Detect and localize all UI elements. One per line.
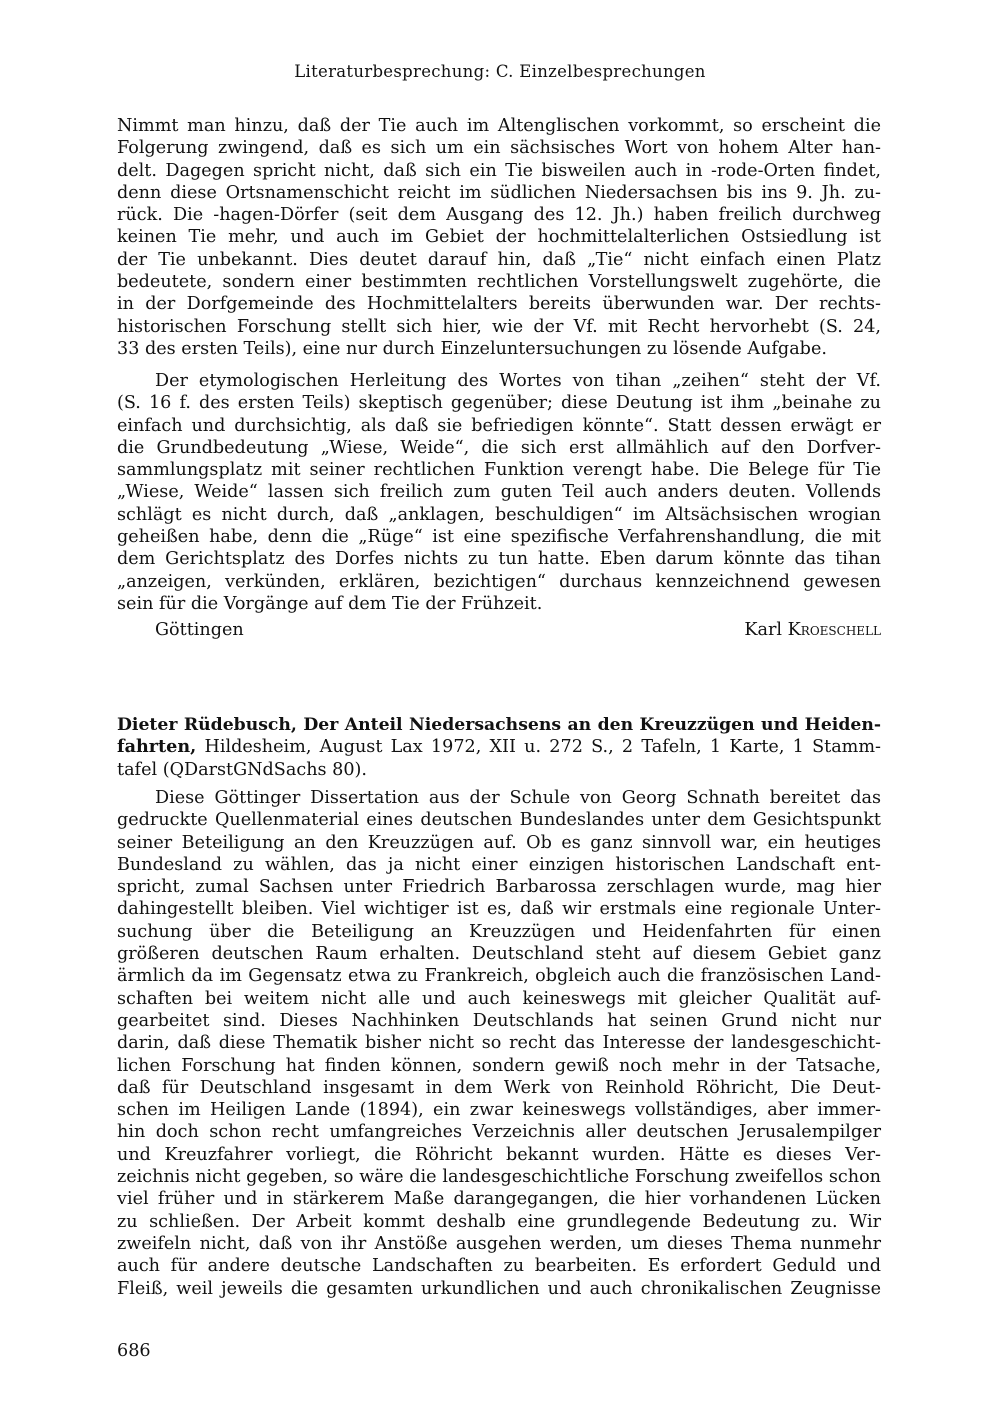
reviewer-last-name: Kroeschell [787,620,881,640]
text-line: hin doch schon recht umfangreiches Verzeichnis aller deutschen Jerusalempilger [117,1122,881,1143]
text-line: daß für Deutschland insgesamt in dem Werk von Reinhold Röhricht, Die Deut- [117,1077,881,1098]
text-line: gearbeitet sind. Dieses Nachhinken Deutschlands hat seinen Grund nicht nur [117,1010,881,1031]
text-line: sammlungsplatz mit seiner rechtlichen Funktion verengt habe. Die Belege für Tie [117,460,881,481]
citation-line [117,736,881,758]
review-one-paragraph-one [117,115,881,360]
text-line: ärmlich da im Gegensatz etwa zu Frankreich, obgleich auch die französischen Land- [117,966,881,987]
running-header: Literaturbesprechung: C. Einzelbesprechungen [294,62,706,81]
review-signature [155,620,881,644]
text-line: lichen Forschung hat finden können, sondern gewiß noch mehr in der Tatsache, [117,1055,881,1076]
text-line: zweifeln nicht, daß von ihr Anstöße ausgehen werden, um dieses Thema nunmehr [117,1233,881,1254]
text-line: „Wiese, Weide“ lassen sich freilich zum guten Teil auch anders deuten. Vollends [117,482,881,503]
text-line: dahingestellt bleiben. Viel wichtiger ist es, daß wir erstmals eine regionale Unter- [117,899,881,920]
text-line: die Grundbedeutung „Wiese, Weide“, die sich erst allmählich auf den Dorfver- [117,437,881,458]
text-line: spricht, zumal Sachsen unter Friedrich Barbarossa zerschlagen wurde, mag hier [117,877,881,898]
text-line: Der etymologischen Herleitung des Wortes von tihan „zeihen“ steht der Vf. [155,371,881,391]
text-line: rück. Die -hagen-Dörfer (seit dem Ausgang des 12. Jh.) haben freilich durchweg [117,205,881,226]
text-line: „anzeigen, verkünden, erklären, bezichtigen“ durchaus kennzeichnend gewesen [117,571,881,592]
signature-name [744,620,881,640]
text-line: Diese Göttinger Dissertation aus der Schule von Georg Schnath bereitet das [155,788,881,808]
text-line: gedruckte Quellenmaterial eines deutschen Bundeslandes unter dem Gesichtspunkt [117,810,881,831]
text-line: schen im Heiligen Lande (1894), ein zwar keineswegs vollständiges, aber immer- [117,1100,881,1121]
text-line: größeren deutschen Raum erhalten. Deutschland steht auf diesem Gebiet ganz [117,944,881,965]
text-line: Fleiß, weil jeweils die gesamten urkundlichen und auch chronikalischen Zeugnisse [117,1278,881,1299]
text-line: und Kreuzfahrer vorliegt, die Röhricht bekannt wurden. Hätte es dieses Ver- [117,1144,881,1165]
text-line: dem Gerichtsplatz des Dorfes nichts zu tun hatte. Eben darum könnte das tihan [117,549,881,570]
text-line: Bundesland zu wählen, das ja nicht einer einzigen historischen Landschaft ent- [117,854,881,875]
text-line: Nimmt man hinzu, daß der Tie auch im Altenglischen vorkommt, so erscheint die [117,116,881,136]
text-line: suchung über die Beteiligung an Kreuzzügen und Heidenfahrten für einen [117,921,881,942]
text-line: (S. 16 f. des ersten Teils) skeptisch gegenüber; diese Deutung ist ihm „beinahe zu [117,393,881,414]
text-line: der Tie unbekannt. Dies deutet darauf hin, daß „Tie“ nicht einfach einen Platz [117,249,881,270]
text-line: 33 des ersten Teils), eine nur durch Einzeluntersuchungen zu lösende Aufgabe. [117,338,827,359]
review-two-citation [117,714,881,781]
text-line: viel früher und in stärkerem Maße darangegangen, die hier vorhandenen Lücken [117,1189,881,1210]
signature-place: Göttingen [155,620,244,640]
reviewer-first-name: Karl [744,620,783,640]
text-line: bedeutete, sondern einer bestimmten rechtlichen Vorstellungswelt zugehörte, die [117,272,881,293]
text-line: zeichnis nicht gegeben, so wäre die landesgeschichtliche Forschung zweifellos schon [117,1167,881,1188]
text-line: schaften bei weitem nicht alle und auch keineswegs mit gleicher Qualität auf- [117,988,881,1009]
text-line: auch für andere deutsche Landschaften zu bearbeiten. Es erfordert Geduld und [117,1256,881,1277]
text-line: seiner Beteiligung an den Kreuzzügen auf. Ob es ganz sinnvoll war, ein heutiges [117,832,881,853]
text-line: schlägt es nicht durch, daß „anklagen, beschuldigen“ im Altsächsischen wrogian [117,504,881,525]
text-line: keinen Tie mehr, und auch im Gebiet der hochmittelalterlichen Ostsiedlung ist [117,227,881,248]
citation-title-line: Dieter Rüdebusch, Der Anteil Niedersachsens an den Kreuzzügen und Heiden- [117,715,881,735]
text-line: einfach und durchsichtig, als daß sie befriedigen könnte“. Statt dessen erwägt er [117,415,881,436]
review-two-paragraph [117,787,881,1300]
text-line: delt. Dagegen spricht nicht, daß sich ein Tie bisweilen auch in -rode-Orten findet, [117,160,881,181]
text-line: Folgerung zwingend, daß es sich um ein sächsisches Wort von hohem Alter han- [117,138,881,159]
text-line: in der Dorfgemeinde des Hochmittelalters bereits überwunden war. Der rechts- [117,294,881,315]
text-line: zu schließen. Der Arbeit kommt deshalb eine grundlegende Bedeutung zu. Wir [117,1211,881,1232]
text-line: denn diese Ortsnamenschicht reicht im südlichen Niedersachsen bis ins 9. Jh. zu- [117,182,881,203]
citation-line: tafel (QDarstGNdSachs 80). [117,759,367,780]
citation-title-end: fahrten, [117,736,197,758]
review-one-paragraph-two [117,370,881,615]
text-line: geheißen habe, denn die „Rüge“ ist eine spezifische Verfahrenshandlung, die mit [117,527,881,548]
text-line: historischen Forschung stellt sich hier, wie der Vf. mit Recht hervorhebt (S. 24, [117,316,881,337]
citation-imprint: Hildesheim, August Lax 1972, XII u. 272 S., 2 Tafeln, 1 Karte, 1 Stamm- [196,737,881,758]
text-line: darin, daß diese Thematik bisher nicht so recht das Interesse der landesgeschicht- [117,1033,881,1054]
text-line: sein für die Vorgänge auf dem Tie der Frühzeit. [117,593,543,614]
page-number: 686 [117,1341,151,1361]
